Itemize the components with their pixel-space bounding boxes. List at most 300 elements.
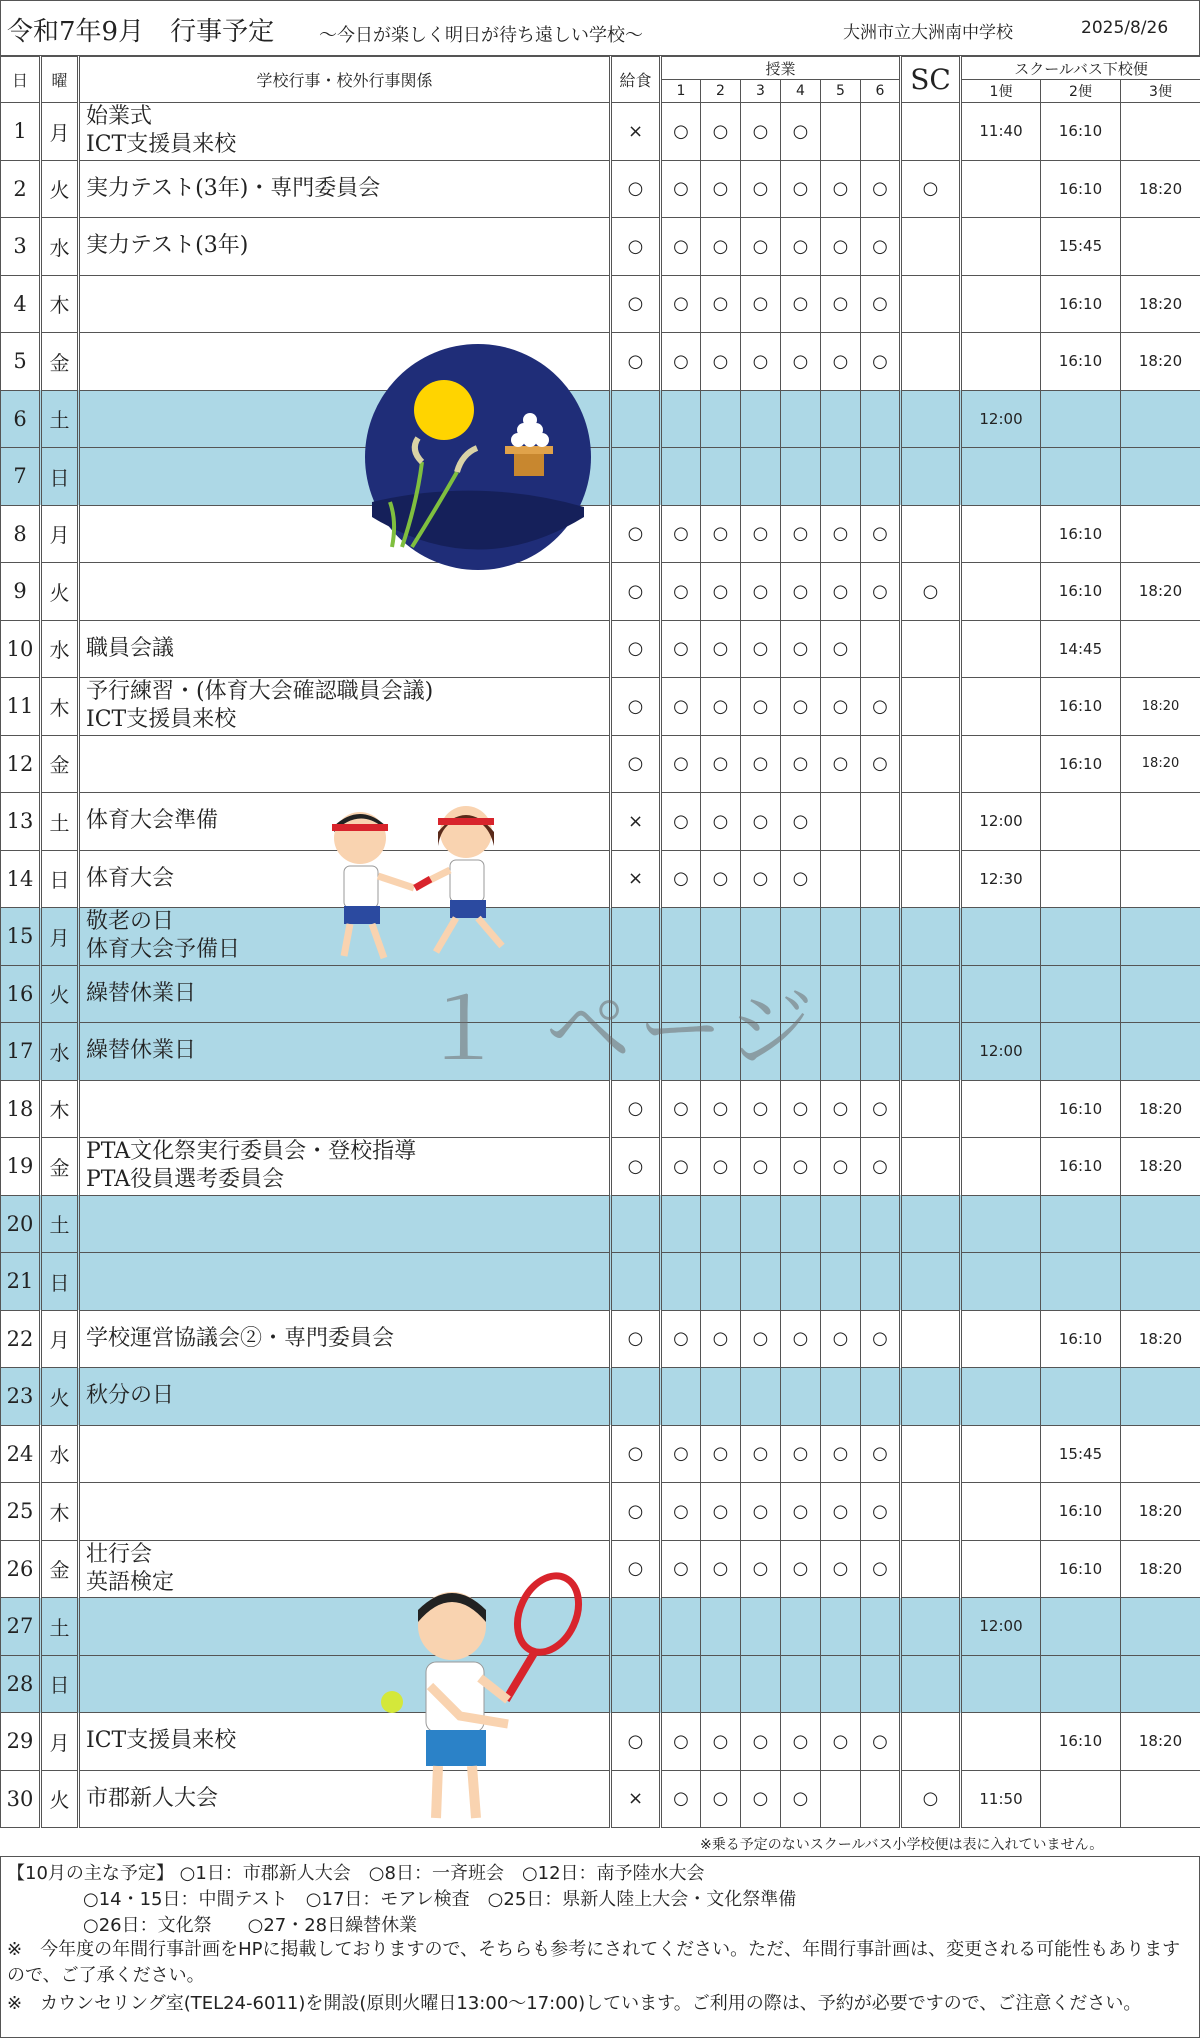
bus-3-cell xyxy=(1121,390,1200,448)
events-cell xyxy=(79,1253,611,1311)
col-lunch: 給食 xyxy=(611,57,661,103)
weekday-cell: 月 xyxy=(41,1310,79,1368)
footer-october-plans: 【10月の主な予定】 ○1日：市郡新人大会 ○8日：一斉班会 ○12日：南予陸水大会 xyxy=(7,1863,705,1884)
period-1-cell: ○ xyxy=(661,850,701,908)
period-1-cell: ○ xyxy=(661,1080,701,1138)
period-3-cell: ○ xyxy=(741,1138,781,1196)
day-cell: 25 xyxy=(1,1483,41,1541)
lunch-cell xyxy=(611,1598,661,1656)
weekday-cell: 水 xyxy=(41,1425,79,1483)
sc-cell: ○ xyxy=(901,160,961,218)
bus-2-cell: 16:10 xyxy=(1041,275,1121,333)
bus-3-cell xyxy=(1121,1655,1200,1713)
sc-cell: ○ xyxy=(901,1770,961,1828)
footer-counseling-note: ※ カウンセリング室(TEL24-6011)を開設(原則火曜日13:00～17:00)しています。ご利用の際は、予約が必要ですので、ご注意ください。 xyxy=(7,1993,1142,2014)
period-5-cell: ○ xyxy=(821,1483,861,1541)
bus-2-cell: 16:10 xyxy=(1041,735,1121,793)
tennis-player-illustration xyxy=(376,1566,616,1850)
schedule-row-8 xyxy=(1,505,1200,563)
period-1-cell: ○ xyxy=(661,678,701,736)
period-3-cell: ○ xyxy=(741,1425,781,1483)
day-cell: 1 xyxy=(1,103,41,161)
weekday-cell: 日 xyxy=(41,850,79,908)
event-text: 英語検定 xyxy=(86,1569,175,1595)
bus-1-cell xyxy=(961,965,1041,1023)
day-cell: 23 xyxy=(1,1368,41,1426)
sc-cell xyxy=(901,1368,961,1426)
bus-1-cell xyxy=(961,275,1041,333)
lunch-cell xyxy=(611,1195,661,1253)
lunch-cell: ○ xyxy=(611,563,661,621)
col-bus-2: 2便 xyxy=(1041,80,1121,103)
weekday-cell: 日 xyxy=(41,448,79,506)
event-text: 体育大会準備 xyxy=(86,808,219,834)
page-subtitle: ～今日が楽しく明日が待ち遠しい学校～ xyxy=(319,25,643,46)
event-text: 繰替休業日 xyxy=(86,980,197,1006)
day-cell: 10 xyxy=(1,620,41,678)
bus-2-cell: 16:10 xyxy=(1041,1080,1121,1138)
period-3-cell: ○ xyxy=(741,793,781,851)
lunch-cell: ○ xyxy=(611,1138,661,1196)
sc-cell xyxy=(901,1425,961,1483)
period-3-cell: ○ xyxy=(741,1310,781,1368)
period-4-cell: ○ xyxy=(781,505,821,563)
period-4-cell: ○ xyxy=(781,1713,821,1771)
period-6-cell xyxy=(861,908,901,966)
bus-1-cell xyxy=(961,1138,1041,1196)
period-2-cell: ○ xyxy=(701,1713,741,1771)
col-classes: 授業 xyxy=(661,57,901,80)
period-6-cell: ○ xyxy=(861,1310,901,1368)
page-title: 令和7年9月 行事予定 xyxy=(7,17,275,47)
period-4-cell xyxy=(781,1655,821,1713)
weekday-cell: 木 xyxy=(41,1080,79,1138)
col-period-3: 3 xyxy=(741,80,781,103)
period-4-cell: ○ xyxy=(781,793,821,851)
day-cell: 3 xyxy=(1,218,41,276)
bus-2-cell: 15:45 xyxy=(1041,1425,1121,1483)
period-1-cell: ○ xyxy=(661,620,701,678)
bus-3-cell: 18:20 xyxy=(1121,563,1200,621)
event-text: 敬老の日 xyxy=(86,909,175,935)
event-text: 体育大会 xyxy=(86,865,175,891)
footer-annual-plan-note: ※ 今年度の年間行事計画をHPに掲載しておりますので、そちらも参考にされてください。ただ、年間行事計画は、変更される可能性もありますので、ご了承ください。 xyxy=(7,1939,1181,1986)
event-text: 市郡新人大会 xyxy=(86,1785,219,1811)
day-cell: 14 xyxy=(1,850,41,908)
weekday-cell: 水 xyxy=(41,218,79,276)
period-4-cell: ○ xyxy=(781,1483,821,1541)
bus-2-cell: 16:10 xyxy=(1041,103,1121,161)
events-cell xyxy=(79,1080,611,1138)
bus-2-cell xyxy=(1041,1655,1121,1713)
period-2-cell: ○ xyxy=(701,218,741,276)
lunch-cell: × xyxy=(611,103,661,161)
period-1-cell: ○ xyxy=(661,1713,701,1771)
weekday-cell: 火 xyxy=(41,1368,79,1426)
period-4-cell: ○ xyxy=(781,1310,821,1368)
bus-3-cell: 18:20 xyxy=(1121,1713,1200,1771)
bus-3-cell xyxy=(1121,1195,1200,1253)
schedule-row-14 xyxy=(1,850,1200,908)
sc-cell xyxy=(901,620,961,678)
bus-1-cell: 12:00 xyxy=(961,793,1041,851)
period-5-cell: ○ xyxy=(821,678,861,736)
period-1-cell: ○ xyxy=(661,333,701,391)
footer-october-plans-3: ○26日：文化祭 ○27・28日繰替休業 xyxy=(83,1915,418,1936)
sc-cell xyxy=(901,505,961,563)
col-bus-3: 3便 xyxy=(1121,80,1200,103)
event-text: 秋分の日 xyxy=(86,1383,175,1409)
period-3-cell: ○ xyxy=(741,218,781,276)
bus-1-cell xyxy=(961,1483,1041,1541)
red-headband xyxy=(332,824,388,831)
period-6-cell: ○ xyxy=(861,563,901,621)
period-5-cell: ○ xyxy=(821,160,861,218)
schedule-row-9 xyxy=(1,563,1200,621)
period-4-cell: ○ xyxy=(781,1540,821,1598)
period-1-cell xyxy=(661,448,701,506)
period-3-cell: ○ xyxy=(741,505,781,563)
bus-3-cell xyxy=(1121,1770,1200,1828)
bus-3-cell: 18:20 xyxy=(1121,333,1200,391)
period-6-cell xyxy=(861,448,901,506)
period-1-cell: ○ xyxy=(661,275,701,333)
dango-stand xyxy=(514,452,544,476)
weekday-cell: 土 xyxy=(41,1195,79,1253)
col-period-5: 5 xyxy=(821,80,861,103)
weekday-cell: 水 xyxy=(41,1023,79,1081)
period-2-cell xyxy=(701,448,741,506)
period-3-cell: ○ xyxy=(741,160,781,218)
period-1-cell: ○ xyxy=(661,103,701,161)
period-6-cell xyxy=(861,850,901,908)
period-2-cell: ○ xyxy=(701,505,741,563)
weekday-cell: 金 xyxy=(41,333,79,391)
schedule-row-13 xyxy=(1,793,1200,851)
period-5-cell: ○ xyxy=(821,333,861,391)
period-4-cell xyxy=(781,1598,821,1656)
period-4-cell xyxy=(781,908,821,966)
period-5-cell xyxy=(821,1368,861,1426)
period-6-cell: ○ xyxy=(861,1483,901,1541)
period-2-cell: ○ xyxy=(701,103,741,161)
period-3-cell: ○ xyxy=(741,850,781,908)
period-1-cell xyxy=(661,1195,701,1253)
sc-cell xyxy=(901,390,961,448)
bus-1-cell xyxy=(961,735,1041,793)
bus-1-cell xyxy=(961,620,1041,678)
day-cell: 19 xyxy=(1,1138,41,1196)
day-cell: 15 xyxy=(1,908,41,966)
bus-3-cell: 18:20 xyxy=(1121,678,1200,736)
period-2-cell xyxy=(701,1655,741,1713)
lunch-cell xyxy=(611,1368,661,1426)
event-text: PTA文化祭実行委員会・登校指導 xyxy=(86,1139,417,1165)
events-cell xyxy=(79,1368,611,1426)
period-3-cell: ○ xyxy=(741,1540,781,1598)
schedule-row-21 xyxy=(1,1253,1200,1311)
period-5-cell xyxy=(821,103,861,161)
day-cell: 6 xyxy=(1,390,41,448)
period-6-cell xyxy=(861,1195,901,1253)
weekday-cell: 金 xyxy=(41,735,79,793)
bus-1-cell xyxy=(961,908,1041,966)
period-2-cell: ○ xyxy=(701,735,741,793)
period-3-cell: ○ xyxy=(741,1483,781,1541)
day-cell: 16 xyxy=(1,965,41,1023)
period-5-cell: ○ xyxy=(821,1425,861,1483)
day-cell: 30 xyxy=(1,1770,41,1828)
bus-3-cell xyxy=(1121,965,1200,1023)
period-1-cell: ○ xyxy=(661,1138,701,1196)
period-5-cell xyxy=(821,793,861,851)
bus-1-cell: 12:00 xyxy=(961,390,1041,448)
bus-1-cell xyxy=(961,505,1041,563)
period-3-cell: ○ xyxy=(741,735,781,793)
events-cell xyxy=(79,620,611,678)
sc-cell xyxy=(901,1138,961,1196)
period-6-cell xyxy=(861,390,901,448)
period-3-cell: ○ xyxy=(741,563,781,621)
period-4-cell: ○ xyxy=(781,103,821,161)
bus-1-cell: 11:40 xyxy=(961,103,1041,161)
day-cell: 20 xyxy=(1,1195,41,1253)
period-1-cell: ○ xyxy=(661,1540,701,1598)
bus-1-cell xyxy=(961,1368,1041,1426)
bus-3-cell: 18:20 xyxy=(1121,1540,1200,1598)
period-1-cell: ○ xyxy=(661,1425,701,1483)
col-day: 日 xyxy=(1,57,41,103)
bus-2-cell xyxy=(1041,850,1121,908)
events-cell xyxy=(79,1483,611,1541)
period-1-cell xyxy=(661,1598,701,1656)
footer-notes xyxy=(0,1856,1200,2038)
period-5-cell xyxy=(821,1655,861,1713)
period-2-cell: ○ xyxy=(701,1310,741,1368)
period-2-cell: ○ xyxy=(701,563,741,621)
event-text: 繰替休業日 xyxy=(86,1038,197,1064)
bus-1-cell xyxy=(961,1713,1041,1771)
sc-cell xyxy=(901,1080,961,1138)
period-3-cell xyxy=(741,1195,781,1253)
sc-cell xyxy=(901,735,961,793)
period-2-cell: ○ xyxy=(701,1425,741,1483)
full-moon xyxy=(414,380,474,440)
weekday-cell: 金 xyxy=(41,1540,79,1598)
bus-3-cell: 18:20 xyxy=(1121,275,1200,333)
period-1-cell: ○ xyxy=(661,1770,701,1828)
bus-1-cell: 12:00 xyxy=(961,1598,1041,1656)
bus-1-cell xyxy=(961,563,1041,621)
events-cell xyxy=(79,1138,611,1196)
period-2-cell xyxy=(701,1368,741,1426)
period-5-cell: ○ xyxy=(821,275,861,333)
period-3-cell: ○ xyxy=(741,333,781,391)
sc-cell xyxy=(901,1310,961,1368)
day-cell: 4 xyxy=(1,275,41,333)
lunch-cell: ○ xyxy=(611,1483,661,1541)
bus-1-cell xyxy=(961,160,1041,218)
day-cell: 11 xyxy=(1,678,41,736)
period-5-cell: ○ xyxy=(821,1080,861,1138)
schedule-row-5 xyxy=(1,333,1200,391)
period-2-cell: ○ xyxy=(701,793,741,851)
event-text: 学校運営協議会②・専門委員会 xyxy=(86,1325,395,1351)
sc-cell xyxy=(901,448,961,506)
period-3-cell xyxy=(741,1253,781,1311)
bus-2-cell xyxy=(1041,1195,1121,1253)
period-3-cell: ○ xyxy=(741,1713,781,1771)
relay-baton xyxy=(413,876,432,891)
bus-3-cell: 18:20 xyxy=(1121,160,1200,218)
footer-october-plans-2: ○14・15日：中間テスト ○17日：モアレ検査 ○25日：県新人陸上大会・文化祭準備 xyxy=(83,1889,797,1910)
day-cell: 5 xyxy=(1,333,41,391)
event-text: ICT支援員来校 xyxy=(86,132,237,158)
period-1-cell xyxy=(661,1253,701,1311)
period-4-cell xyxy=(781,1368,821,1426)
schedule-row-2 xyxy=(1,160,1200,218)
events-cell xyxy=(79,218,611,276)
period-2-cell: ○ xyxy=(701,1138,741,1196)
period-4-cell xyxy=(781,1253,821,1311)
period-3-cell: ○ xyxy=(741,275,781,333)
sc-cell xyxy=(901,908,961,966)
period-5-cell: ○ xyxy=(821,218,861,276)
period-6-cell: ○ xyxy=(861,505,901,563)
period-4-cell: ○ xyxy=(781,1425,821,1483)
event-text: 壮行会 xyxy=(86,1541,153,1567)
schedule-row-10 xyxy=(1,620,1200,678)
period-5-cell: ○ xyxy=(821,1540,861,1598)
bus-1-cell xyxy=(961,1655,1041,1713)
sc-cell xyxy=(901,1253,961,1311)
schedule-row-12 xyxy=(1,735,1200,793)
col-period-2: 2 xyxy=(701,80,741,103)
lunch-cell xyxy=(611,390,661,448)
period-4-cell: ○ xyxy=(781,275,821,333)
period-3-cell xyxy=(741,1598,781,1656)
tennis-racket xyxy=(506,1566,591,1662)
period-2-cell xyxy=(701,1598,741,1656)
period-4-cell: ○ xyxy=(781,735,821,793)
event-text: ICT支援員来校 xyxy=(86,1728,237,1754)
period-3-cell xyxy=(741,448,781,506)
weekday-cell: 日 xyxy=(41,1655,79,1713)
bus-2-cell xyxy=(1041,1598,1121,1656)
period-4-cell xyxy=(781,1195,821,1253)
bus-3-cell xyxy=(1121,448,1200,506)
day-cell: 7 xyxy=(1,448,41,506)
period-4-cell: ○ xyxy=(781,1770,821,1828)
events-cell xyxy=(79,1425,611,1483)
bus-2-cell xyxy=(1041,448,1121,506)
bus-3-cell xyxy=(1121,505,1200,563)
bus-3-cell: 18:20 xyxy=(1121,735,1200,793)
day-cell: 27 xyxy=(1,1598,41,1656)
bus-1-cell xyxy=(961,1080,1041,1138)
events-cell xyxy=(79,735,611,793)
lunch-cell xyxy=(611,1655,661,1713)
period-1-cell: ○ xyxy=(661,735,701,793)
bus-3-cell xyxy=(1121,1368,1200,1426)
period-5-cell: ○ xyxy=(821,505,861,563)
period-2-cell: ○ xyxy=(701,1770,741,1828)
lunch-cell xyxy=(611,908,661,966)
period-4-cell: ○ xyxy=(781,563,821,621)
bus-2-cell xyxy=(1041,1368,1121,1426)
period-1-cell: ○ xyxy=(661,563,701,621)
bus-2-cell: 16:10 xyxy=(1041,505,1121,563)
events-cell xyxy=(79,1195,611,1253)
period-6-cell xyxy=(861,1598,901,1656)
events-cell xyxy=(79,1310,611,1368)
bus-2-cell: 16:10 xyxy=(1041,333,1121,391)
period-5-cell: ○ xyxy=(821,620,861,678)
sc-cell xyxy=(901,1655,961,1713)
bus-1-cell xyxy=(961,218,1041,276)
tennis-ball xyxy=(381,1691,403,1713)
bus-2-cell: 16:10 xyxy=(1041,160,1121,218)
lunch-cell: ○ xyxy=(611,1080,661,1138)
period-4-cell: ○ xyxy=(781,160,821,218)
event-text: PTA役員選考委員会 xyxy=(86,1167,285,1193)
sc-cell xyxy=(901,850,961,908)
lunch-cell: × xyxy=(611,850,661,908)
sc-cell xyxy=(901,218,961,276)
school-name: 大洲市立大洲南中学校 xyxy=(843,23,1013,43)
weekday-cell: 木 xyxy=(41,678,79,736)
lunch-cell: ○ xyxy=(611,1425,661,1483)
col-weekday: 曜 xyxy=(41,57,79,103)
bus-2-cell: 14:45 xyxy=(1041,620,1121,678)
lunch-cell: ○ xyxy=(611,1310,661,1368)
col-period-6: 6 xyxy=(861,80,901,103)
weekday-cell: 火 xyxy=(41,965,79,1023)
col-events: 学校行事・校外行事関係 xyxy=(79,57,611,103)
bus-1-cell xyxy=(961,1425,1041,1483)
weekday-cell: 土 xyxy=(41,1598,79,1656)
sc-cell: ○ xyxy=(901,563,961,621)
period-5-cell: ○ xyxy=(821,1310,861,1368)
col-period-1: 1 xyxy=(661,80,701,103)
period-6-cell xyxy=(861,103,901,161)
period-1-cell xyxy=(661,1368,701,1426)
period-6-cell: ○ xyxy=(861,678,901,736)
period-5-cell xyxy=(821,850,861,908)
schedule-row-20 xyxy=(1,1195,1200,1253)
period-6-cell xyxy=(861,1655,901,1713)
period-2-cell xyxy=(701,1195,741,1253)
bus-1-cell xyxy=(961,1310,1041,1368)
weekday-cell: 月 xyxy=(41,908,79,966)
bus-3-cell xyxy=(1121,1023,1200,1081)
weekday-cell: 火 xyxy=(41,160,79,218)
bus-note: ※乗る予定のないスクールバス小学校便は表に入れていません。 xyxy=(700,1837,1104,1853)
period-6-cell xyxy=(861,793,901,851)
period-6-cell: ○ xyxy=(861,735,901,793)
period-6-cell xyxy=(861,1023,901,1081)
period-6-cell xyxy=(861,1253,901,1311)
period-4-cell: ○ xyxy=(781,1080,821,1138)
lunch-cell: ○ xyxy=(611,1540,661,1598)
day-cell: 21 xyxy=(1,1253,41,1311)
period-1-cell: ○ xyxy=(661,160,701,218)
period-1-cell xyxy=(661,390,701,448)
weekday-cell: 月 xyxy=(41,505,79,563)
event-text: 始業式 xyxy=(86,104,153,130)
period-1-cell: ○ xyxy=(661,793,701,851)
period-2-cell: ○ xyxy=(701,1080,741,1138)
